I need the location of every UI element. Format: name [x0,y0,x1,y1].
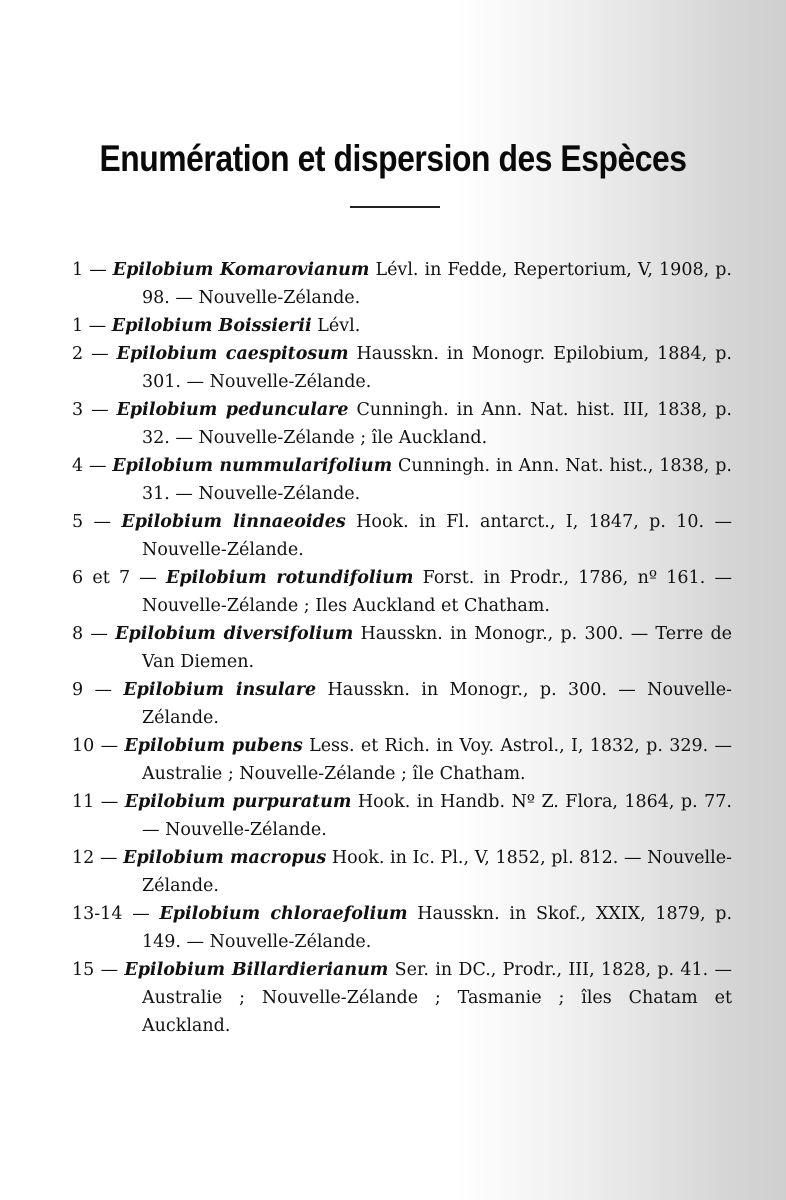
species-entry: 3 — Epilobium pedunculare Cunningh. in Ann. Nat. hist. III, 1838, p. 32. — Nouvelle-Zélande ; île Auckland. [72,400,732,448]
entry-number: 6 et 7 [72,568,131,588]
species-reference: Cunningh. in Ann. Nat. hist. III, 1838, p. 32. — Nouvelle-Zélande ; île Auckland. [142,400,732,448]
entry-number: 8 [72,624,84,644]
species-name: Epilobium Komarovianum [112,260,370,280]
entry-number: 15 [72,960,95,980]
entry-number: 2 [72,344,84,364]
title-rule [350,206,440,208]
species-reference: Forst. in Prodr., 1786, nº 161. — Nouvelle-Zélande ; Iles Auckland et Chatham. [142,568,732,616]
species-reference: Lévl. [317,316,361,336]
species-reference: Hook. in Handb. Nº Z. Flora, 1864, p. 77. — Nouvelle-Zélande. [142,792,732,840]
species-name: Epilobium linnaeoides [121,512,346,532]
species-name: Epilobium pubens [124,736,303,756]
species-entry: 2 — Epilobium caespitosum Hausskn. in Monogr. Epilobium, 1884, p. 301. — Nouvelle-Zélande. [72,344,732,392]
species-entry: 5 — Epilobium linnaeoides Hook. in Fl. antarct., I, 1847, p. 10. — Nouvelle-Zélande. [72,512,732,560]
entry-number: 10 [72,736,95,756]
species-name: Epilobium macropus [123,848,327,868]
species-reference: Lévl. in Fedde, Repertorium, V, 1908, p. 98. — Nouvelle-Zélande. [142,260,732,308]
entry-number: 12 [72,848,95,868]
species-name: Epilobium pedunculare [116,400,349,420]
species-name: Epilobium insulare [123,680,317,700]
species-reference: Hausskn. in Monogr., p. 300. — Terre de Van Diemen. [142,624,732,672]
entry-number: 3 [72,400,84,420]
entry-number: 9 [72,680,84,700]
species-reference: Hook. in Ic. Pl., V, 1852, pl. 812. — Nouvelle-Zélande. [142,848,732,896]
species-entry: 10 — Epilobium pubens Less. et Rich. in Voy. Astrol., I, 1832, p. 329. — Australie ; Nouvelle-Zélande ; île Chatham. [72,736,732,784]
species-entry: 11 — Epilobium purpuratum Hook. in Handb. Nº Z. Flora, 1864, p. 77. — Nouvelle-Zélande. [72,792,732,840]
species-entry: 9 — Epilobium insulare Hausskn. in Monogr., p. 300. — Nouvelle-Zélande. [72,680,732,728]
species-name: Epilobium chloraefolium [159,904,408,924]
species-reference: Cunningh. in Ann. Nat. hist., 1838, p. 31. — Nouvelle-Zélande. [142,456,732,504]
species-reference: Hook. in Fl. antarct., I, 1847, p. 10. — Nouvelle-Zélande. [142,512,732,560]
species-reference: Ser. in DC., Prodr., III, 1828, p. 41. — Australie ; Nouvelle-Zélande ; Tasmanie ; îles Chatam et Auckland. [142,960,732,1036]
species-reference: Hausskn. in Monogr. Epilobium, 1884, p. 301. — Nouvelle-Zélande. [142,344,732,392]
species-reference: Less. et Rich. in Voy. Astrol., I, 1832, p. 329. — Australie ; Nouvelle-Zélande ; île Chatham. [142,736,732,784]
entry-number: 11 [72,792,95,812]
species-entry: 4 — Epilobium nummularifolium Cunningh. in Ann. Nat. hist., 1838, p. 31. — Nouvelle-Zélande. [72,456,732,504]
entry-number: 1 [72,316,84,336]
entry-number: 13-14 [72,904,123,924]
entry-number: 1 [72,260,84,280]
species-name: Epilobium purpuratum [124,792,352,812]
entry-number: 5 [72,512,84,532]
species-list [72,256,732,1040]
species-entry: 1 — Epilobium Komarovianum Lévl. in Fedde, Repertorium, V, 1908, p. 98. — Nouvelle-Zélande. [72,260,732,308]
page-title: Enumération et dispersion des Espèces [99,138,687,179]
species-entry: 1 — Epilobium Boissierii Lévl. [72,316,361,336]
species-name: Epilobium rotundifolium [166,568,414,588]
species-entry: 15 — Epilobium Billardierianum Ser. in DC., Prodr., III, 1828, p. 41. — Australie ; Nouvelle-Zélande ; Tasmanie ; îles Chatam et Auckland. [72,960,732,1036]
species-reference: Hausskn. in Skof., XXIX, 1879, p. 149. — Nouvelle-Zélande. [142,904,733,952]
species-entry: 13-14 — Epilobium chloraefolium Hausskn. in Skof., XXIX, 1879, p. 149. — Nouvelle-Zélande. [72,904,733,952]
species-name: Epilobium nummularifolium [112,456,393,476]
species-name: Epilobium Boissierii [111,316,312,336]
species-name: Epilobium diversifolium [115,624,354,644]
species-name: Epilobium Billardierianum [124,960,389,980]
species-entry: 6 et 7 — Epilobium rotundifolium Forst. in Prodr., 1786, nº 161. — Nouvelle-Zélande ; Iles Auckland et Chatham. [72,568,732,616]
species-entry: 8 — Epilobium diversifolium Hausskn. in Monogr., p. 300. — Terre de Van Diemen. [72,624,732,672]
species-reference: Hausskn. in Monogr., p. 300. — Nouvelle-Zélande. [142,680,732,728]
species-entry: 12 — Epilobium macropus Hook. in Ic. Pl., V, 1852, pl. 812. — Nouvelle-Zélande. [72,848,732,896]
entry-number: 4 [72,456,84,476]
species-name: Epilobium caespitosum [116,344,349,364]
